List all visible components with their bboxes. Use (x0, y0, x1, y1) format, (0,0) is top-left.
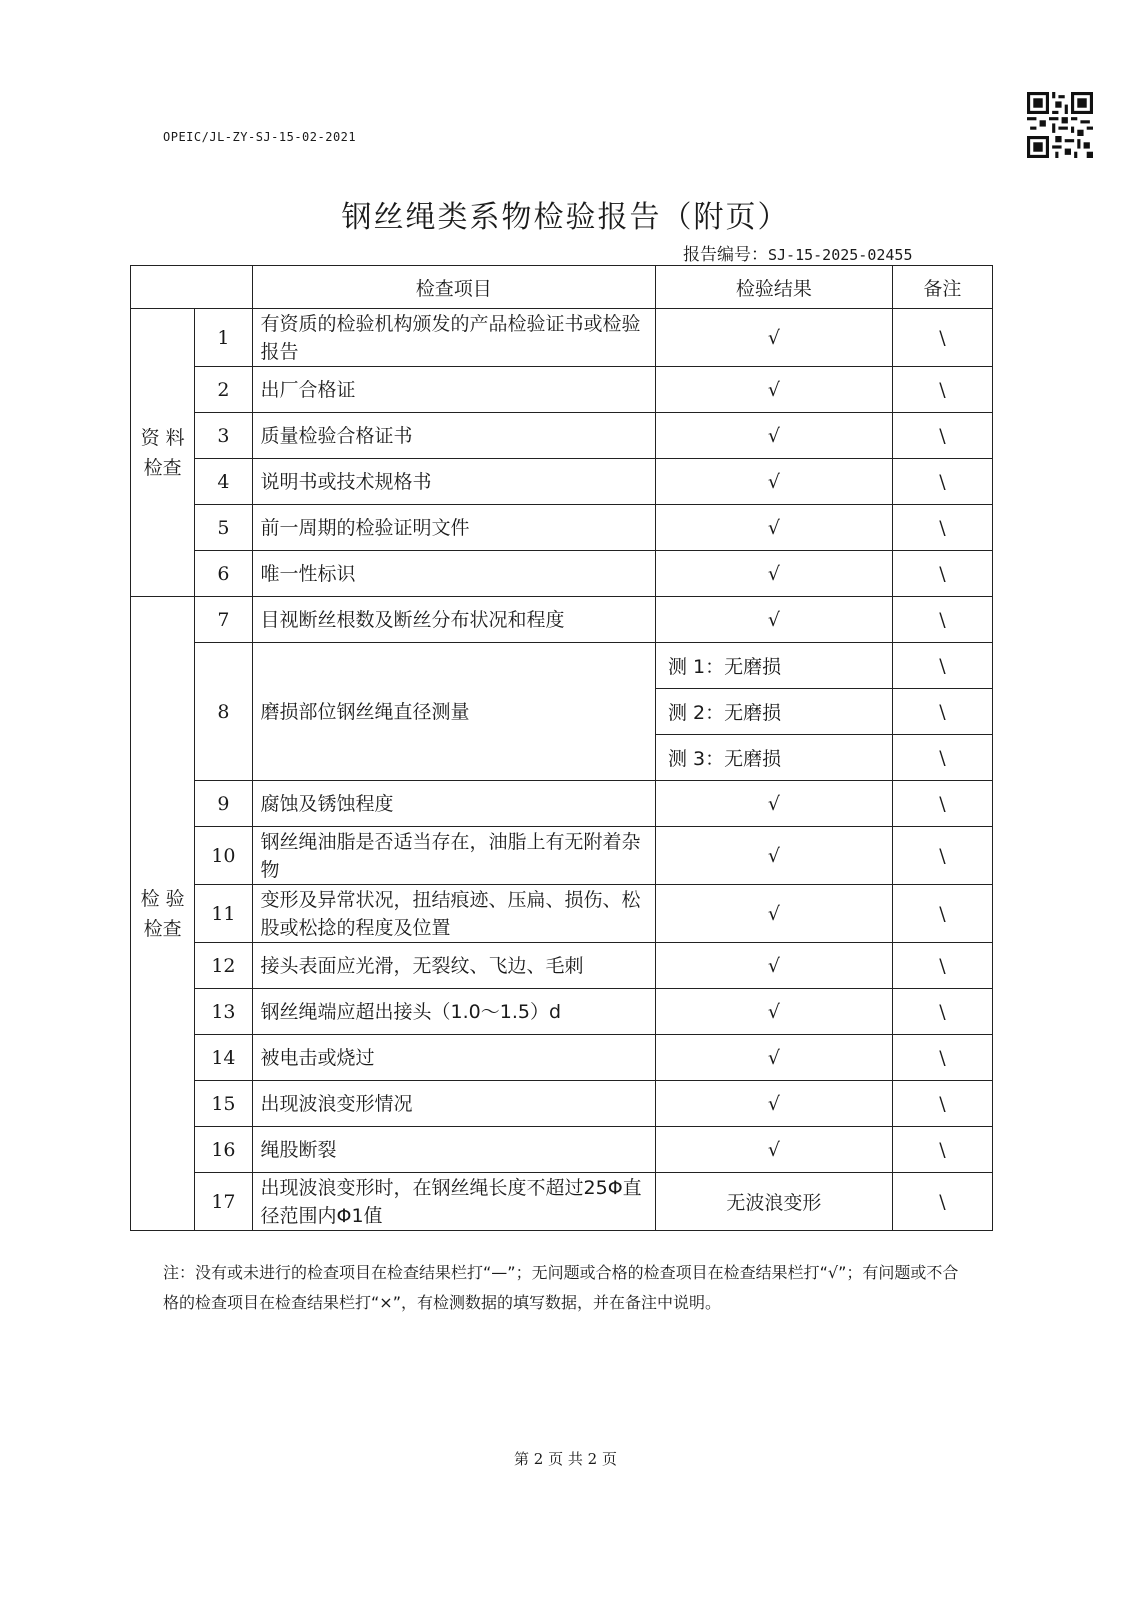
qr-code-icon (1027, 92, 1093, 158)
row-result: 测 1：无磨损 (655, 643, 892, 689)
row-note: \ (892, 885, 992, 943)
document-code: OPEIC/JL-ZY-SJ-15-02-2021 (163, 130, 357, 144)
row-note: \ (892, 1173, 992, 1231)
row-number: 6 (195, 551, 252, 597)
table-row (131, 885, 993, 943)
row-number: 17 (195, 1173, 252, 1231)
table-row (131, 413, 993, 459)
row-note: \ (892, 505, 992, 551)
row-note: \ (892, 827, 992, 885)
row-number: 7 (195, 597, 252, 643)
row-number: 9 (195, 781, 252, 827)
row-result: √ (655, 505, 892, 551)
row-item: 接头表面应光滑，无裂纹、飞边、毛刺 (252, 943, 655, 989)
row-note: \ (892, 943, 992, 989)
row-item: 唯一性标识 (252, 551, 655, 597)
table-row (131, 827, 993, 885)
row-note: \ (892, 643, 992, 689)
row-result: √ (655, 885, 892, 943)
row-item: 目视断丝根数及断丝分布状况和程度 (252, 597, 655, 643)
row-item: 出现波浪变形情况 (252, 1081, 655, 1127)
row-result: √ (655, 781, 892, 827)
group-docs-check: 资 料 检查 (131, 309, 195, 597)
table-row (131, 643, 993, 689)
row-result: √ (655, 367, 892, 413)
row-note: \ (892, 735, 992, 781)
row-number: 14 (195, 1035, 252, 1081)
row-result: √ (655, 459, 892, 505)
group-inspection-check: 检 验 检查 (131, 597, 195, 1231)
row-note: \ (892, 1127, 992, 1173)
row-number: 4 (195, 459, 252, 505)
row-number: 8 (195, 643, 252, 781)
table-row (131, 989, 993, 1035)
row-note: \ (892, 309, 992, 367)
row-note: \ (892, 597, 992, 643)
table-row (131, 1173, 993, 1231)
table-row (131, 309, 993, 367)
row-item: 钢丝绳油脂是否适当存在，油脂上有无附着杂物 (252, 827, 655, 885)
row-note: \ (892, 781, 992, 827)
table-row (131, 943, 993, 989)
footnote: 注：没有或未进行的检查项目在检查结果栏打“—”；无问题或合格的检查项目在检查结果栏打“√”；有问题或不合格的检查项目在检查结果栏打“×”，有检测数据的填写数据，并在备注中说明。 (163, 1263, 959, 1312)
table-row (131, 1127, 993, 1173)
row-item: 说明书或技术规格书 (252, 459, 655, 505)
row-number: 12 (195, 943, 252, 989)
row-item: 腐蚀及锈蚀程度 (252, 781, 655, 827)
table-row (131, 459, 993, 505)
row-number: 13 (195, 989, 252, 1035)
row-result: √ (655, 551, 892, 597)
table-row (131, 551, 993, 597)
row-number: 16 (195, 1127, 252, 1173)
row-note: \ (892, 1081, 992, 1127)
row-number: 15 (195, 1081, 252, 1127)
table-row (131, 597, 993, 643)
table-row (131, 1081, 993, 1127)
row-number: 2 (195, 367, 252, 413)
row-note: \ (892, 1035, 992, 1081)
header-note: 备注 (892, 266, 992, 309)
row-item: 出厂合格证 (252, 367, 655, 413)
report-title: 钢丝绳类系物检验报告（附页） (341, 200, 790, 235)
row-result: 无波浪变形 (655, 1173, 892, 1231)
inspection-table (130, 265, 993, 1231)
header-blank-cell (131, 266, 253, 309)
table-row (131, 505, 993, 551)
row-note: \ (892, 689, 992, 735)
row-item: 前一周期的检验证明文件 (252, 505, 655, 551)
row-result: √ (655, 989, 892, 1035)
row-note: \ (892, 459, 992, 505)
row-number: 1 (195, 309, 252, 367)
row-note: \ (892, 367, 992, 413)
row-result: √ (655, 1127, 892, 1173)
row-result: √ (655, 597, 892, 643)
row-note: \ (892, 989, 992, 1035)
row-item: 质量检验合格证书 (252, 413, 655, 459)
report-number-line (683, 240, 913, 265)
report-number-value: SJ-15-2025-02455 (768, 246, 913, 264)
row-number: 11 (195, 885, 252, 943)
header-result: 检验结果 (655, 266, 892, 309)
page-number: 第 2 页 共 2 页 (514, 1450, 617, 1468)
row-number: 3 (195, 413, 252, 459)
report-number-label: 报告编号： (683, 245, 768, 265)
row-number: 5 (195, 505, 252, 551)
row-result: 测 3：无磨损 (655, 735, 892, 781)
row-result: 测 2：无磨损 (655, 689, 892, 735)
table-row (131, 367, 993, 413)
row-result: √ (655, 309, 892, 367)
table-header-row (131, 266, 993, 309)
row-item: 出现波浪变形时，在钢丝绳长度不超过25Φ直径范围内Φ1值 (252, 1173, 655, 1231)
row-result: √ (655, 413, 892, 459)
row-result: √ (655, 1081, 892, 1127)
row-note: \ (892, 413, 992, 459)
table-row (131, 1035, 993, 1081)
header-item: 检查项目 (252, 266, 655, 309)
table-row (131, 781, 993, 827)
row-number: 10 (195, 827, 252, 885)
row-result: √ (655, 827, 892, 885)
row-item: 钢丝绳端应超出接头（1.0～1.5）d (252, 989, 655, 1035)
row-item: 绳股断裂 (252, 1127, 655, 1173)
row-result: √ (655, 1035, 892, 1081)
row-item: 磨损部位钢丝绳直径测量 (252, 643, 655, 781)
row-note: \ (892, 551, 992, 597)
row-result: √ (655, 943, 892, 989)
row-item: 被电击或烧过 (252, 1035, 655, 1081)
row-item: 变形及异常状况，扭结痕迹、压扁、损伤、松股或松捻的程度及位置 (252, 885, 655, 943)
row-item: 有资质的检验机构颁发的产品检验证书或检验报告 (252, 309, 655, 367)
